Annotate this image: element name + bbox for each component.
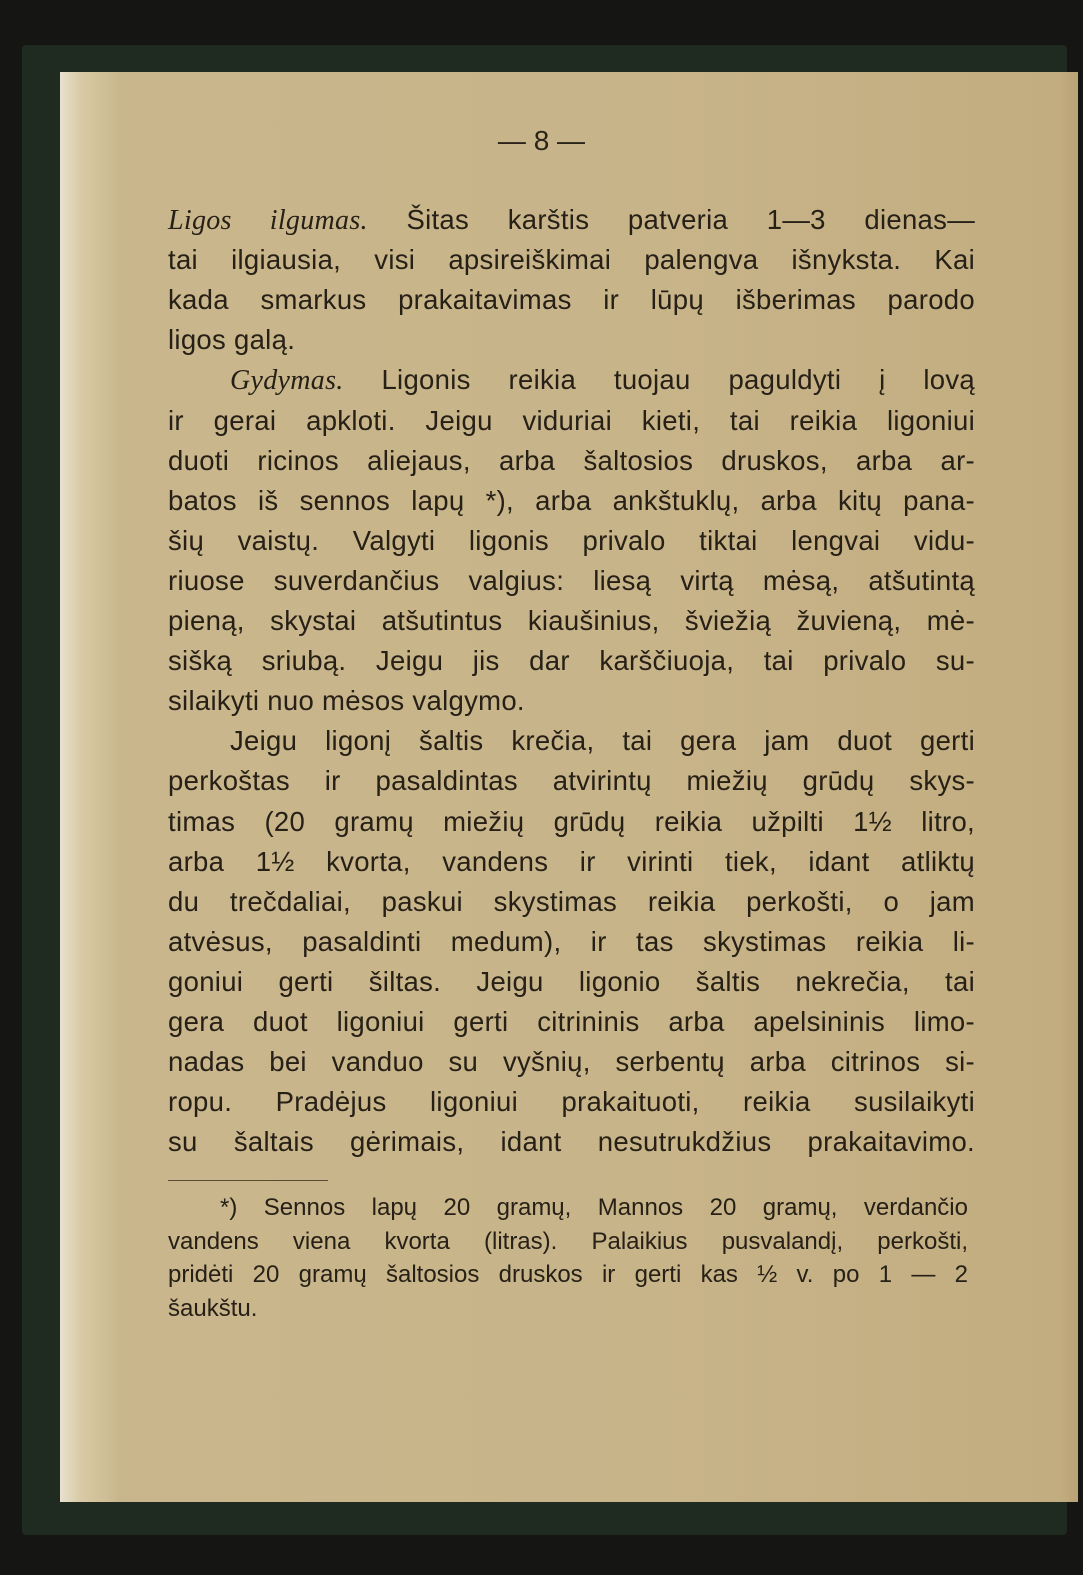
line-text: nadas bei vanduo su vyšnių, serbentų arba citrinos si- <box>168 1046 975 1078</box>
line-text: šaukštu. <box>168 1294 258 1322</box>
footnote-line <box>168 1228 968 1256</box>
line-text: arba 1½ kvorta, vandens ir virinti tiek, idant atliktų <box>168 845 975 877</box>
line-text: pridėti 20 gramų šaltosios druskos ir gerti kas ½ v. po 1 — 2 <box>168 1261 968 1288</box>
text-line <box>230 725 975 757</box>
line-text: vandens viena kvorta (litras). Palaikius pusvalandį, perkošti, <box>168 1227 968 1255</box>
italic-heading: Gydymas. <box>230 365 344 397</box>
line-text: batos iš sennos lapų *), arba ankštuklų, arba kitų pana- <box>168 484 975 516</box>
line-text: ropu. Pradėjus ligoniui prakaituoti, reikia susilaikyti <box>168 1086 975 1118</box>
text-line <box>168 565 975 597</box>
line-text: silaikyti nuo mėsos valgymo. <box>168 685 525 717</box>
text-line <box>168 605 975 637</box>
page-number: — 8 — <box>497 125 586 156</box>
line-text: Jeigu ligonį šaltis krečia, tai gera jam duot gerti <box>230 725 975 757</box>
text-line <box>168 485 975 517</box>
line-text: Šitas karštis patveria 1—3 dienas— <box>367 204 975 235</box>
footnote-line <box>168 1295 968 1323</box>
line-text: du trečdaliai, paskui skystimas reikia perkošti, o jam <box>168 885 975 917</box>
line-text: *) Sennos lapų 20 gramų, Mannos 20 gramų, verdančio <box>220 1194 968 1221</box>
text-line <box>168 1086 975 1118</box>
line-text: atvėsus, pasaldinti medum), ir tas skystimas reikia li- <box>168 925 975 957</box>
text-line <box>230 364 975 397</box>
text-line <box>168 886 975 918</box>
line-text: Ligonis reikia tuojau paguldyti į lovą <box>343 364 975 396</box>
footnote-rule <box>168 1180 328 1181</box>
text-line <box>168 1126 975 1158</box>
line-text: ligos galą. <box>168 324 296 356</box>
line-text: tai ilgiausia, visi apsireiškimai palengva išnyksta. Kai <box>168 244 975 276</box>
text-line <box>168 244 975 276</box>
text-line <box>168 204 975 237</box>
line-text: perkoštas ir pasaldintas atvirintų miežių grūdų skys- <box>168 765 975 797</box>
text-line <box>168 765 975 797</box>
line-text: sišką sriubą. Jeigu jis dar karščiuoja, tai privalo su- <box>168 645 975 677</box>
footnote-line <box>168 1261 968 1289</box>
line-text: goniui gerti šiltas. Jeigu ligonio šaltis nekrečia, tai <box>168 965 975 997</box>
line-text: kada smarkus prakaitavimas ir lūpų išberimas parodo <box>168 284 975 316</box>
text-line <box>168 525 975 557</box>
line-text: riuose suverdančius valgius: liesą virtą mėsą, atšutintą <box>168 564 975 596</box>
text-line <box>168 846 975 878</box>
line-text: duoti ricinos aliejaus, arba šaltosios druskos, arba ar- <box>168 444 975 476</box>
text-line <box>168 1006 975 1038</box>
line-text: gera duot ligoniui gerti citrininis arba apelsininis limo- <box>168 1006 975 1037</box>
text-line <box>168 405 975 437</box>
text-line <box>168 1046 975 1078</box>
line-text: šių vaistų. Valgyti ligonis privalo tiktai lengvai vidu- <box>168 524 975 556</box>
text-line <box>168 284 975 316</box>
text-line <box>168 445 975 477</box>
line-text: pieną, skystai atšutintus kiaušinius, šviežią žuvieną, mė- <box>168 605 975 636</box>
text-line <box>168 806 975 838</box>
line-text: timas (20 gramų miežių grūdų reikia užpilti 1½ litro, <box>168 805 975 837</box>
italic-heading: Ligos ilgumas. <box>168 205 368 236</box>
text-line <box>168 324 975 356</box>
text-line <box>168 645 975 677</box>
line-text: su šaltais gėrimais, idant nesutrukdžius prakaitavimo. <box>168 1126 975 1158</box>
text-line <box>168 966 975 998</box>
text-line <box>168 685 975 717</box>
footnote-line <box>220 1194 968 1222</box>
text-line <box>168 926 975 958</box>
line-text: ir gerai apkloti. Jeigu viduriai kieti, tai reikia ligoniui <box>168 404 975 436</box>
